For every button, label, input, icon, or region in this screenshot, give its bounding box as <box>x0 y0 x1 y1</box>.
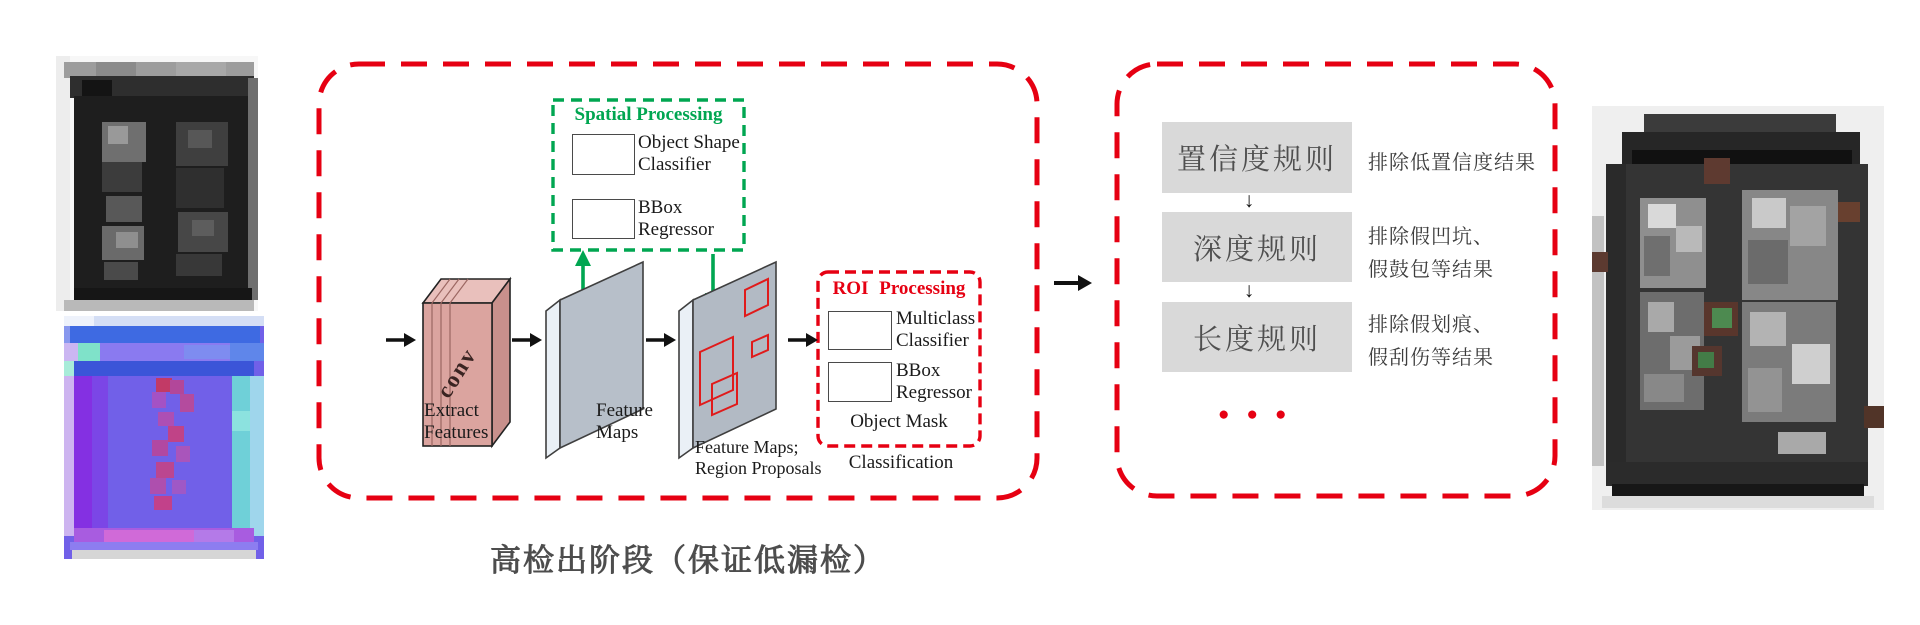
flow-arrow-icon <box>646 333 676 347</box>
rule-box-depth: 深度规则 <box>1162 212 1352 282</box>
object-mask-label: Object Mask <box>850 411 948 432</box>
stage-transition-arrow-icon <box>1054 275 1092 291</box>
flow-arrow-icon <box>512 333 542 347</box>
feature-maps-label: Feature Maps <box>596 400 653 443</box>
rules-ellipsis: ●●● <box>1218 404 1304 425</box>
multiclass-classifier-node <box>828 311 892 350</box>
conv-label: conv <box>431 343 482 403</box>
object-shape-classifier-label: Object Shape Classifier <box>638 132 740 175</box>
flow-arrow-icon <box>386 333 416 347</box>
rule-box-length: 长度规则 <box>1162 302 1352 372</box>
flow-arrow-icon <box>788 333 818 347</box>
spatial-bbox-regressor-label: BBox Regressor <box>638 197 714 240</box>
rule-note-depth: 排除假凹坑、 假鼓包等结果 <box>1368 224 1494 281</box>
multiclass-classifier-label: Multiclass Classifier <box>896 308 976 351</box>
stage-caption: 高检出阶段（保证低漏检） <box>490 543 886 579</box>
roi-bbox-regressor-node <box>828 362 892 402</box>
object-shape-classifier-node <box>572 134 635 175</box>
rule-note-confidence: 排除低置信度结果 <box>1368 150 1536 174</box>
rules-down-arrow-icon: ↓ <box>1243 189 1255 212</box>
spatial-processing-title: Spatial Processing <box>574 104 723 125</box>
extract-features-label: Extract Features <box>424 400 489 443</box>
feature-maps-region-label: Feature Maps; Region Proposals <box>695 437 822 478</box>
spatial-bbox-regressor-node <box>572 199 635 239</box>
feature-map-proposals-slab <box>679 262 776 458</box>
classification-label: Classification <box>848 452 954 473</box>
rule-note-length: 排除假划痕、 假刮伤等结果 <box>1368 312 1494 369</box>
roi-bbox-regressor-label: BBox Regressor <box>896 360 972 403</box>
roi-processing-title: ROI Processing <box>832 278 966 299</box>
rule-box-confidence: 置信度规则 <box>1162 122 1352 193</box>
rules-down-arrow-icon: ↓ <box>1243 279 1255 302</box>
